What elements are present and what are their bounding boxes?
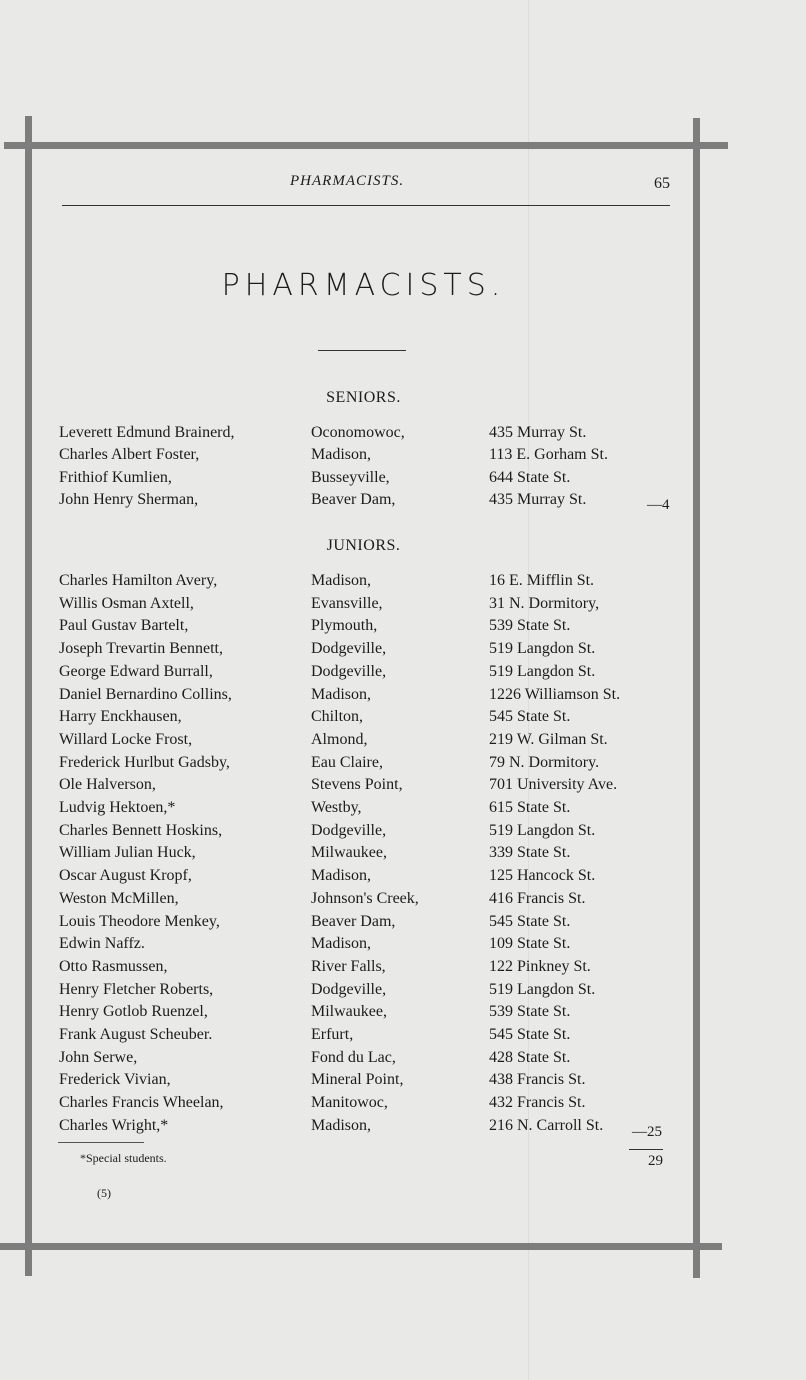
header-rule [62, 205, 670, 206]
juniors-row [0, 844, 806, 866]
hometown: Dodgeville, [311, 821, 387, 839]
juniors-row [0, 1049, 806, 1071]
student-name: Willis Osman Axtell, [59, 594, 194, 612]
address: 216 N. Carroll St. [489, 1116, 604, 1134]
juniors-row [0, 640, 806, 662]
hometown: Beaver Dam, [311, 912, 396, 930]
student-name: Charles Bennett Hoskins, [59, 821, 223, 839]
student-name: Daniel Bernardino Collins, [59, 685, 232, 703]
address: 615 State St. [489, 799, 571, 816]
page-number: 65 [654, 175, 670, 192]
address: 79 N. Dormitory. [489, 753, 600, 771]
hometown: Busseyville, [311, 468, 390, 486]
student-name: Oscar August Kropf, [59, 867, 192, 885]
address: 545 State St. [489, 1026, 571, 1043]
hometown: Milwaukee, [311, 844, 387, 862]
juniors-row [0, 754, 806, 776]
hometown: Evansville, [311, 594, 383, 612]
student-name: Charles Wright,* [59, 1116, 169, 1134]
seniors-row [0, 424, 806, 446]
student-name: Charles Francis Wheelan, [59, 1094, 224, 1112]
juniors-row [0, 1094, 806, 1116]
address: 219 W. Gilman St. [489, 730, 608, 748]
student-name: John Serwe, [59, 1048, 138, 1066]
seniors-total: —4 [647, 497, 670, 513]
frame-top-rule [4, 142, 728, 149]
juniors-row [0, 663, 806, 685]
juniors-row [0, 1026, 806, 1048]
juniors-row [0, 981, 806, 1003]
address: 545 State St. [489, 708, 571, 726]
student-name: Frithiof Kumlien, [59, 468, 172, 486]
hometown: Madison, [311, 867, 371, 885]
student-name: Willard Locke Frost, [59, 730, 193, 748]
address: 339 State St. [489, 844, 571, 862]
juniors-row [0, 776, 806, 798]
hometown: Madison, [311, 446, 371, 464]
juniors-total: —25 [632, 1124, 662, 1140]
address: 539 State St. [489, 1003, 571, 1021]
student-name: Frederick Hurlbut Gadsby, [59, 753, 230, 771]
hometown: Eau Claire, [311, 753, 383, 771]
student-name: Louis Theodore Menkey, [59, 912, 220, 930]
student-name: Weston McMillen, [59, 889, 179, 907]
juniors-row [0, 1003, 806, 1025]
seniors-row [0, 446, 806, 468]
juniors-row [0, 958, 806, 980]
hometown: Johnson's Creek, [311, 889, 419, 907]
juniors-row [0, 1117, 806, 1139]
student-name: Charles Hamilton Avery, [59, 572, 218, 589]
juniors-row [0, 708, 806, 730]
address: 109 State St. [489, 935, 571, 953]
address: 416 Francis St. [489, 889, 586, 907]
juniors-row [0, 799, 806, 821]
address: 545 State St. [489, 912, 571, 930]
student-name: Henry Fletcher Roberts, [59, 980, 214, 998]
juniors-row [0, 935, 806, 957]
seniors-heading: SENIORS. [326, 389, 401, 406]
frame-bottom-rule [0, 1243, 722, 1250]
hometown: Westby, [311, 799, 362, 816]
address: 122 Pinkney St. [489, 957, 591, 975]
seniors-row [0, 491, 806, 513]
address: 438 Francis St. [489, 1071, 586, 1089]
seniors-row [0, 469, 806, 491]
address: 435 Murray St. [489, 490, 587, 508]
student-name: William Julian Huck, [59, 844, 196, 862]
hometown: Mineral Point, [311, 1071, 404, 1089]
juniors-row [0, 731, 806, 753]
hometown: Almond, [311, 730, 368, 748]
address: 539 State St. [489, 617, 571, 635]
total-rule [629, 1149, 663, 1150]
address: 31 N. Dormitory, [489, 594, 600, 612]
address: 519 Langdon St. [489, 980, 596, 998]
hometown: Madison, [311, 1116, 371, 1134]
student-name: Frederick Vivian, [59, 1071, 171, 1089]
hometown: Madison, [311, 935, 371, 953]
student-name: Charles Albert Foster, [59, 446, 200, 464]
address: 519 Langdon St. [489, 662, 596, 680]
hometown: Dodgeville, [311, 662, 387, 680]
address: 701 University Ave. [489, 776, 618, 794]
hometown: Stevens Point, [311, 776, 403, 794]
page-title: PHARMACISTS. [221, 268, 506, 303]
address: 113 E. Gorham St. [489, 446, 608, 464]
hometown: Madison, [311, 572, 371, 589]
juniors-row [0, 617, 806, 639]
student-name: Joseph Trevartin Bennett, [59, 640, 223, 658]
address: 432 Francis St. [489, 1094, 586, 1112]
address: 428 State St. [489, 1048, 571, 1066]
hometown: Manitowoc, [311, 1094, 388, 1112]
student-name: Otto Rasmussen, [59, 957, 168, 975]
hometown: Plymouth, [311, 617, 378, 635]
juniors-row [0, 822, 806, 844]
hometown: Beaver Dam, [311, 490, 396, 508]
hometown: Madison, [311, 685, 371, 703]
address: 644 State St. [489, 468, 571, 486]
running-head: PHARMACISTS. [290, 173, 405, 189]
grand-total: 29 [648, 1153, 663, 1169]
hometown: Erfurt, [311, 1026, 354, 1043]
juniors-row [0, 572, 806, 594]
juniors-row [0, 890, 806, 912]
hometown: River Falls, [311, 957, 386, 975]
juniors-row [0, 595, 806, 617]
address: 435 Murray St. [489, 424, 587, 441]
juniors-row [0, 913, 806, 935]
hometown: Dodgeville, [311, 640, 387, 658]
student-name: Henry Gotlob Ruenzel, [59, 1003, 208, 1021]
student-name: Paul Gustav Bartelt, [59, 617, 189, 635]
juniors-row [0, 686, 806, 708]
hometown: Fond du Lac, [311, 1048, 396, 1066]
juniors-row [0, 1071, 806, 1093]
student-name: Frank August Scheuber. [59, 1026, 213, 1043]
address: 16 E. Mifflin St. [489, 572, 595, 589]
student-name: George Edward Burrall, [59, 662, 213, 680]
hometown: Milwaukee, [311, 1003, 387, 1021]
hometown: Dodgeville, [311, 980, 387, 998]
student-name: Ole Halverson, [59, 776, 156, 794]
student-name: Harry Enckhausen, [59, 708, 182, 726]
footnote: *Special students. [80, 1151, 167, 1165]
student-name: John Henry Sherman, [59, 490, 199, 508]
address: 519 Langdon St. [489, 821, 596, 839]
hometown: Oconomowoc, [311, 424, 405, 441]
address: 1226 Williamson St. [489, 685, 621, 703]
address: 125 Hancock St. [489, 867, 596, 885]
signature-mark: (5) [97, 1186, 111, 1200]
footnote-rule [58, 1142, 144, 1143]
hometown: Chilton, [311, 708, 364, 726]
student-name: Ludvig Hektoen,* [59, 799, 176, 816]
juniors-row [0, 867, 806, 889]
student-name: Edwin Naffz. [59, 935, 145, 953]
student-name: Leverett Edmund Brainerd, [59, 424, 235, 441]
address: 519 Langdon St. [489, 640, 596, 658]
title-rule [318, 350, 406, 351]
juniors-heading: JUNIORS. [326, 537, 401, 554]
